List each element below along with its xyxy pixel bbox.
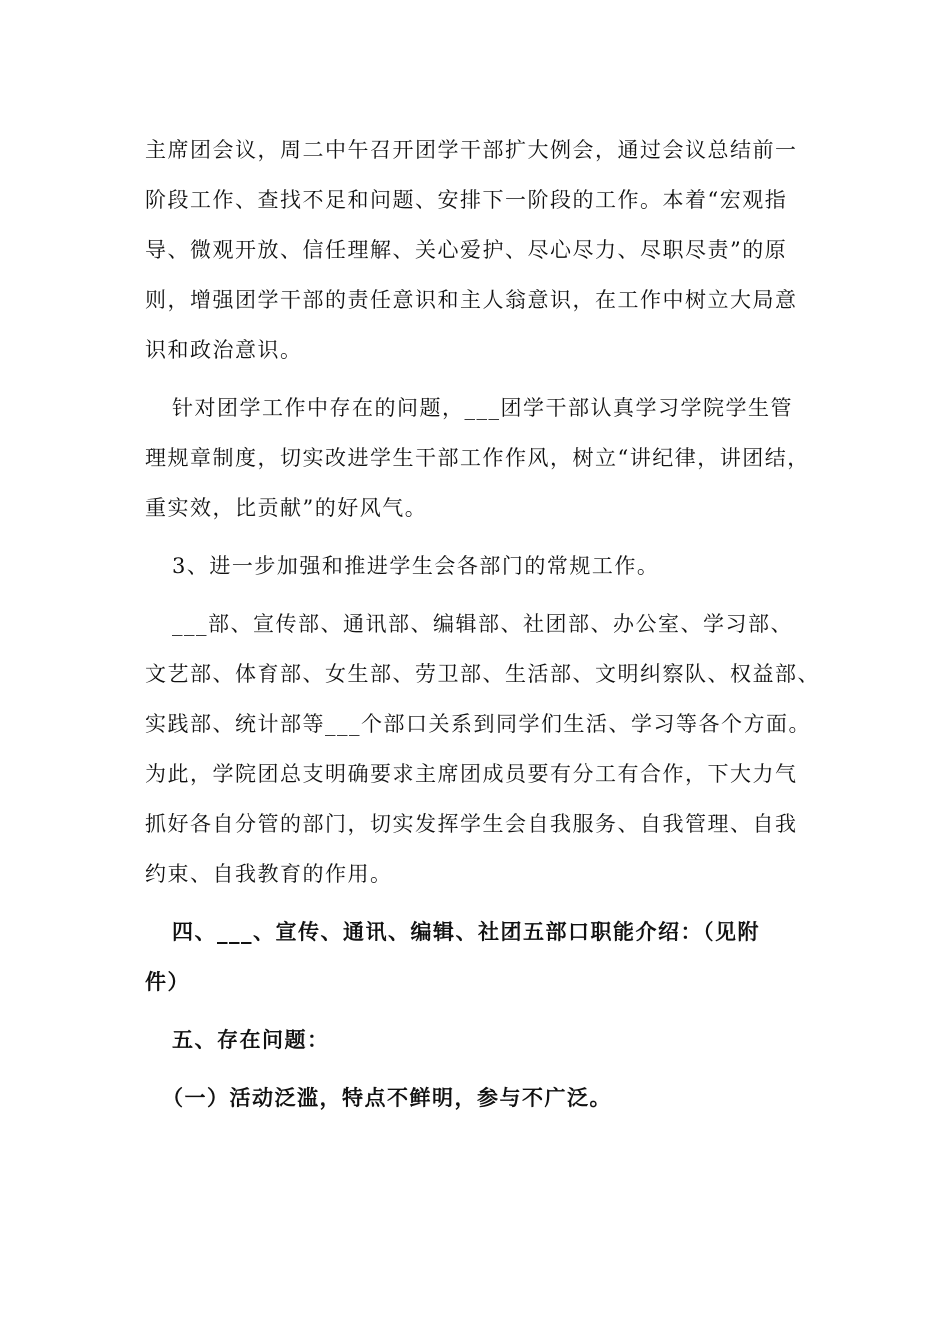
section-heading-4-line-2: 件） [145, 969, 190, 994]
paragraph-4-line-1: ___部、宣传部、通讯部、编辑部、社团部、办公室、学习部、 [172, 612, 793, 636]
paragraph-2-line-2: 理规章制度，切实改进学生干部工作作风，树立“讲纪律，讲团结， [145, 446, 810, 470]
paragraph-4-line-6: 约束、自我教育的作用。 [145, 862, 393, 886]
section-heading-5: 五、存在问题： [172, 1027, 330, 1052]
paragraph-2-line-3: 重实效，比贡献”的好风气。 [145, 496, 428, 520]
paragraph-1-line-5: 识和政治意识。 [145, 338, 303, 362]
paragraph-1-line-1: 主席团会议，周二中午召开团学干部扩大例会，通过会议总结前一 [145, 138, 798, 162]
paragraph-4-line-2: 文艺部、体育部、女生部、劳卫部、生活部、文明纠察队、权益部、 [145, 662, 820, 686]
paragraph-2-line-1: 针对团学工作中存在的问题，___团学干部认真学习学院学生管 [172, 396, 793, 420]
section-heading-4-line-1: 四、___、宣传、通讯、编辑、社团五部口职能介绍：（见附 [172, 919, 760, 944]
paragraph-1-line-3: 导、微观开放、信任理解、关心爱护、尽心尽力、尽职尽责”的原 [145, 238, 788, 262]
paragraph-1-line-4: 则，增强团学干部的责任意识和主人翁意识，在工作中树立大局意 [145, 288, 798, 312]
paragraph-4-line-5: 抓好各自分管的部门，切实发挥学生会自我服务、自我管理、自我 [145, 812, 798, 836]
subsection-heading-1: （一）活动泛滥，特点不鲜明，参与不广泛。 [162, 1085, 612, 1110]
paragraph-3-line-1: 3、进一步加强和推进学生会各部门的常规工作。 [172, 554, 660, 578]
paragraph-4-line-4: 为此，学院团总支明确要求主席团成员要有分工有合作，下大力气 [145, 762, 798, 786]
paragraph-1-line-2: 阶段工作、查找不足和问题、安排下一阶段的工作。本着“宏观指 [145, 188, 788, 212]
paragraph-4-line-3: 实践部、统计部等___个部口关系到同学们生活、学习等各个方面。 [145, 712, 811, 736]
